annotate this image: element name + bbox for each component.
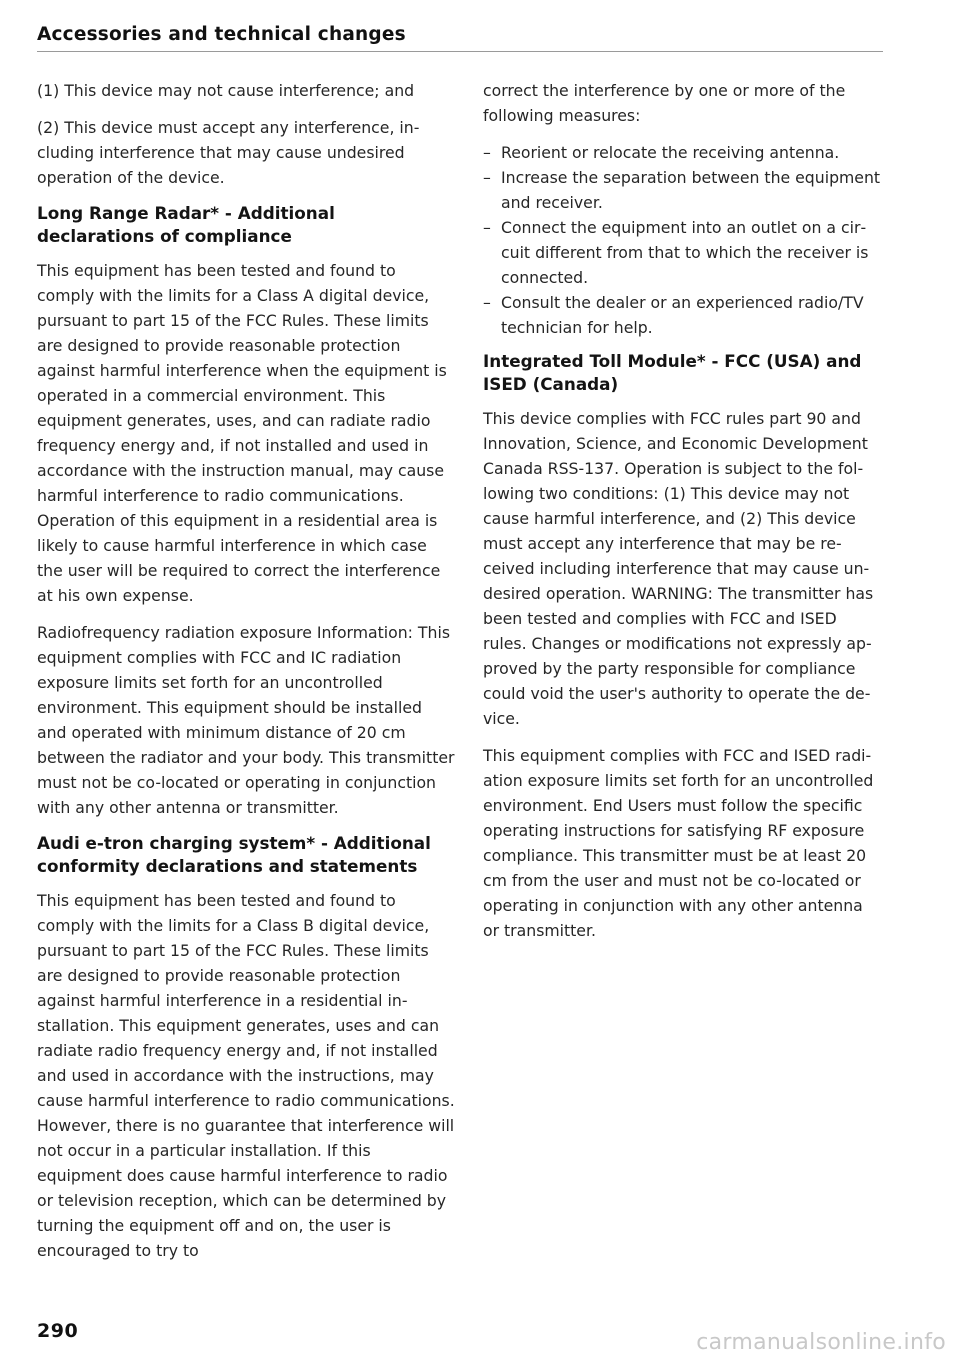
heading-integrated-toll-module: Integrated Toll Module* - FCC (USA) and ISED (Canada) [483,351,862,394]
section-title: Accessories and technical changes [37,24,406,45]
list-item: – Increase the separation between the equipment and receiver. [483,165,883,215]
heading-long-range-radar: Long Range Radar* - Additional declarations of compliance [37,203,335,246]
paragraph-condition-1: (1) This device may not cause interference; and [37,81,415,100]
paragraph-charging-class-b: This equipment has been tested and found to comply with the limits for a Class B digital device, pursuant to part 15 of the FCC Rules. These limits are designed to provide reasonable protection against harmful interference in a residential installation. This equipment generates, uses and can radiate radio frequency energy and, if not installed and used in accordance with the instructions, may cause harmful interference to radio communications. However, there is no guarantee that interference will not occur in a particular installation. If this equipment does cause harmful interference to radio or television reception, which can be determined by turning the equipment off and on, the user is encouraged to try to [37,891,455,1260]
list-item: – Reorient or relocate the receiving antenna. [483,140,883,165]
measures-list [483,140,883,340]
heading-charging-system: Audi e-tron charging system* - Additional conformity declarations and statements [37,833,431,876]
paragraph-toll-module-fcc: This device complies with FCC rules part 90 and Innovation, Science, and Economic Development Canada RSS-137. Operation is subject to the following two conditions: (1) This device may not cause harmful interference, and (2) This device must accept any interference that may be received including interference that may cause undesired operation. WARNING: The transmitter has been tested and complies with FCC and ISED rules. Changes or modifications not expressly approved by the party responsible for compliance could void the user's authority to operate the device. [483,409,874,728]
paragraph-toll-module-exposure: This equipment complies with FCC and ISED radiation exposure limits set forth for an uncontrolled environment. End Users must follow the specific operating instructions for satisfying RF exposure compliance. This transmitter must be at least 20 cm from the user and must not be co-located or operating in conjunction with any other antenna or transmitter. [483,746,874,940]
page-number: 290 [37,1320,79,1342]
right-column [483,78,883,955]
watermark-text: carmanualsonline.info [696,1330,946,1355]
paragraph-radiation-exposure: Radiofrequency radiation exposure Information: This equipment complies with FCC and IC radiation exposure limits set forth for an uncontrolled environment. This equipment should be installed and operated with minimum distance of 20 cm between the radiator and your body. This transmitter must not be co-located or operating in conjunction with any other antenna or transmitter. [37,623,455,817]
paragraph-radar-class-a: This equipment has been tested and found to comply with the limits for a Class A digital device, pursuant to part 15 of the FCC Rules. These limits are designed to provide reasonable protection against harmful interference when the equipment is operated in a commercial environment. This equipment generates, uses, and can radiate radio frequency energy and, if not installed and used in accordance with the instruction manual, may cause harmful interference to radio communications. Operation of this equipment in a residential area is likely to cause harmful interference in which case the user will be required to correct the interference at his own expense. [37,261,447,605]
paragraph-condition-2: (2) This device must accept any interference, including interference that may cause undesired operation of the device. [37,118,420,187]
page-header [37,20,883,52]
left-column [37,78,455,1275]
list-item: – Consult the dealer or an experienced radio/TV technician for help. [483,290,883,340]
list-item: – Connect the equipment into an outlet on a circuit different from that to which the receiver is connected. [483,215,883,290]
paragraph-measures-intro: correct the interference by one or more of the following measures: [483,81,846,125]
